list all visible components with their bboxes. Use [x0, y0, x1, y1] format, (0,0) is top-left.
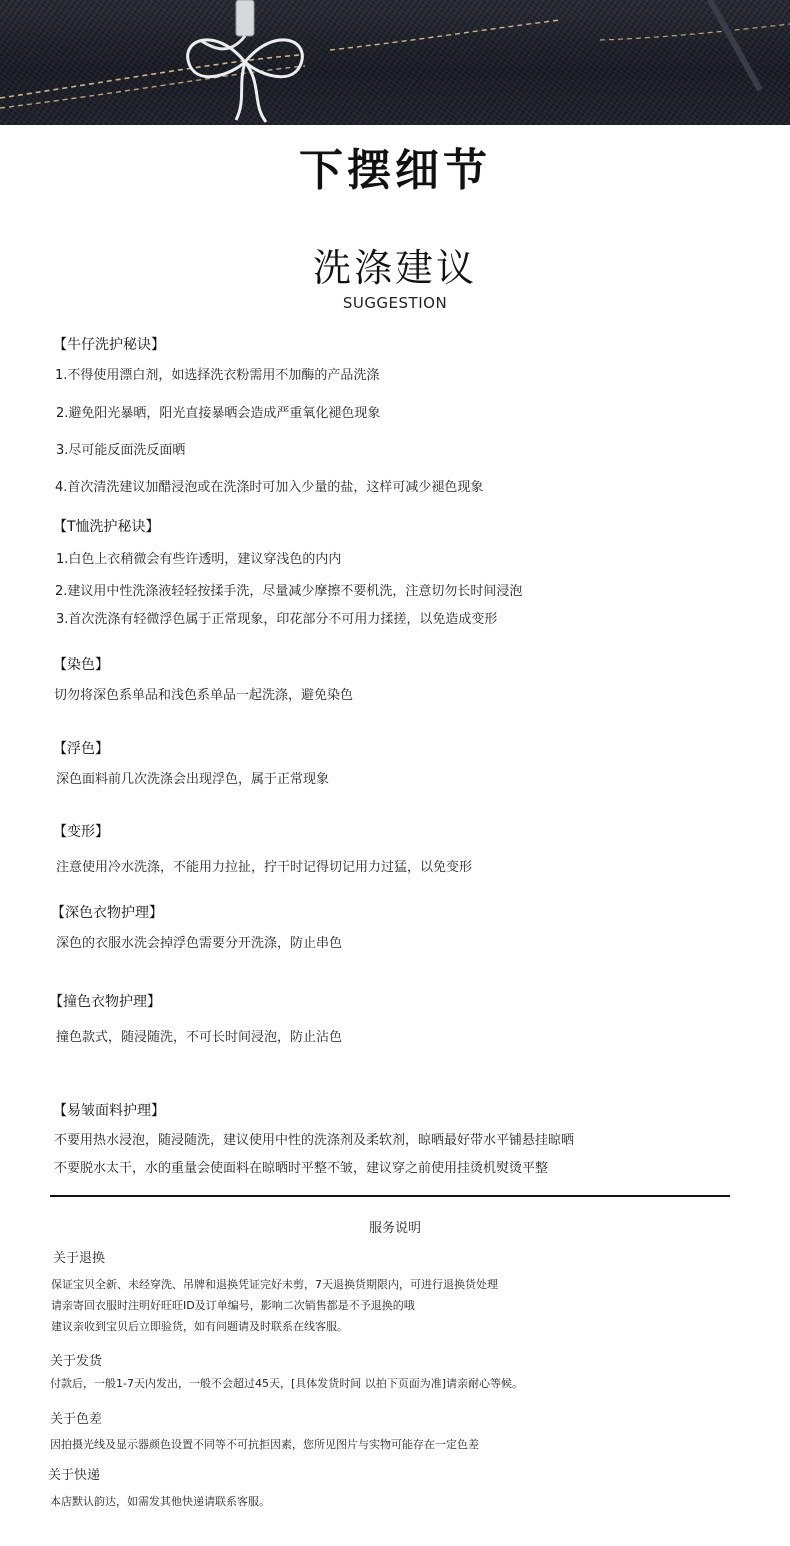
section-heading-floating-color: 【浮色】	[53, 741, 109, 757]
section-heading-deformation: 【变形】	[53, 824, 109, 840]
hem-detail-title: 下摆细节	[299, 145, 491, 196]
dyeing-care-line: 切勿将深色系单品和浅色系单品一起洗涤，避免染色	[54, 688, 354, 703]
service-courier-line: 本店默认韵达，如需发其他快递请联系客服。	[50, 1495, 270, 1508]
section-heading-wrinkle-prone: 【易皱面料护理】	[53, 1103, 165, 1119]
service-notes-title: 服务说明	[368, 1221, 421, 1236]
tshirt-care-line: 1.白色上衣稍微会有些许透明，建议穿浅色的内内	[56, 552, 342, 567]
section-heading-tshirt: 【T恤洗护秘诀】	[53, 519, 160, 535]
service-returns-line: 保证宝贝全新、未经穿洗、吊牌和退换凭证完好未剪，7天退换货期限内，可进行退换货处理	[51, 1278, 498, 1291]
section-heading-dyeing: 【染色】	[53, 657, 109, 673]
service-heading-shipping: 关于发货	[50, 1354, 103, 1369]
bow-charm-illustration	[0, 0, 790, 125]
denim-care-line: 3.尽可能反面洗反面晒	[56, 443, 186, 458]
section-heading-denim: 【牛仔洗护秘诀】	[53, 337, 165, 353]
deformation-care-line: 注意使用冷水洗涤，不能用力拉扯，拧干时记得切记用力过猛，以免变形	[56, 860, 473, 875]
tshirt-care-line: 2.建议用中性洗涤液轻轻按揉手洗，尽量减少摩擦不要机洗，注意切勿长时间浸泡	[55, 584, 523, 599]
contrast-color-care-line: 撞色款式，随浸随洗，不可长时间浸泡，防止沾色	[56, 1030, 343, 1045]
service-shipping-line: 付款后，一般1-7天内发出，一般不会超过45天，[具体发货时间 以拍下页面为准]请亲耐心等候。	[50, 1377, 524, 1390]
denim-hem-photo	[0, 0, 790, 125]
wrinkle-prone-care-line: 不要脱水太干，水的重量会使面料在晾晒时平整不皱，建议穿之前使用挂烫机熨烫平整	[54, 1161, 549, 1176]
service-returns-line: 请亲寄回衣服时注明好旺旺ID及订单编号，影响二次销售都是不予退换的哦	[51, 1299, 415, 1312]
service-color-difference-line: 因拍摄光线及显示器颜色设置不同等不可抗拒因素，您所见图片与实物可能存在一定色差	[50, 1438, 479, 1451]
tshirt-care-line: 3.首次洗涤有轻微浮色属于正常现象，印花部分不可用力揉搓，以免造成变形	[56, 612, 498, 627]
wash-suggestion-subtitle: SUGGESTION	[342, 294, 448, 312]
section-divider	[50, 1195, 730, 1197]
service-returns-line: 建议亲收到宝贝后立即验货，如有问题请及时联系在线客服。	[51, 1320, 348, 1333]
service-heading-color-difference: 关于色差	[50, 1412, 103, 1427]
wrinkle-prone-care-line: 不要用热水浸泡，随浸随洗，建议使用中性的洗涤剂及柔软剂，晾晒最好带水平铺悬挂晾晒	[54, 1133, 575, 1148]
section-heading-contrast-color: 【撞色衣物护理】	[49, 994, 161, 1010]
denim-care-line: 1.不得使用漂白剂，如选择洗衣粉需用不加酶的产品洗涤	[55, 368, 380, 383]
denim-care-line: 2.避免阳光暴晒，阳光直接暴晒会造成严重氧化褪色现象	[56, 406, 381, 421]
floating-color-care-line: 深色面料前几次洗涤会出现浮色，属于正常现象	[56, 772, 330, 787]
section-heading-dark-clothing: 【深色衣物护理】	[51, 905, 163, 921]
service-heading-returns: 关于退换	[53, 1251, 106, 1266]
denim-care-line: 4.首次清洗建议加醋浸泡或在洗涤时可加入少量的盐，这样可减少褪色现象	[55, 480, 484, 495]
wash-suggestion-title: 洗涤建议	[312, 246, 477, 290]
dark-clothing-care-line: 深色的衣服水洗会掉浮色需要分开洗涤，防止串色	[56, 936, 343, 951]
service-heading-courier: 关于快递	[48, 1468, 101, 1483]
